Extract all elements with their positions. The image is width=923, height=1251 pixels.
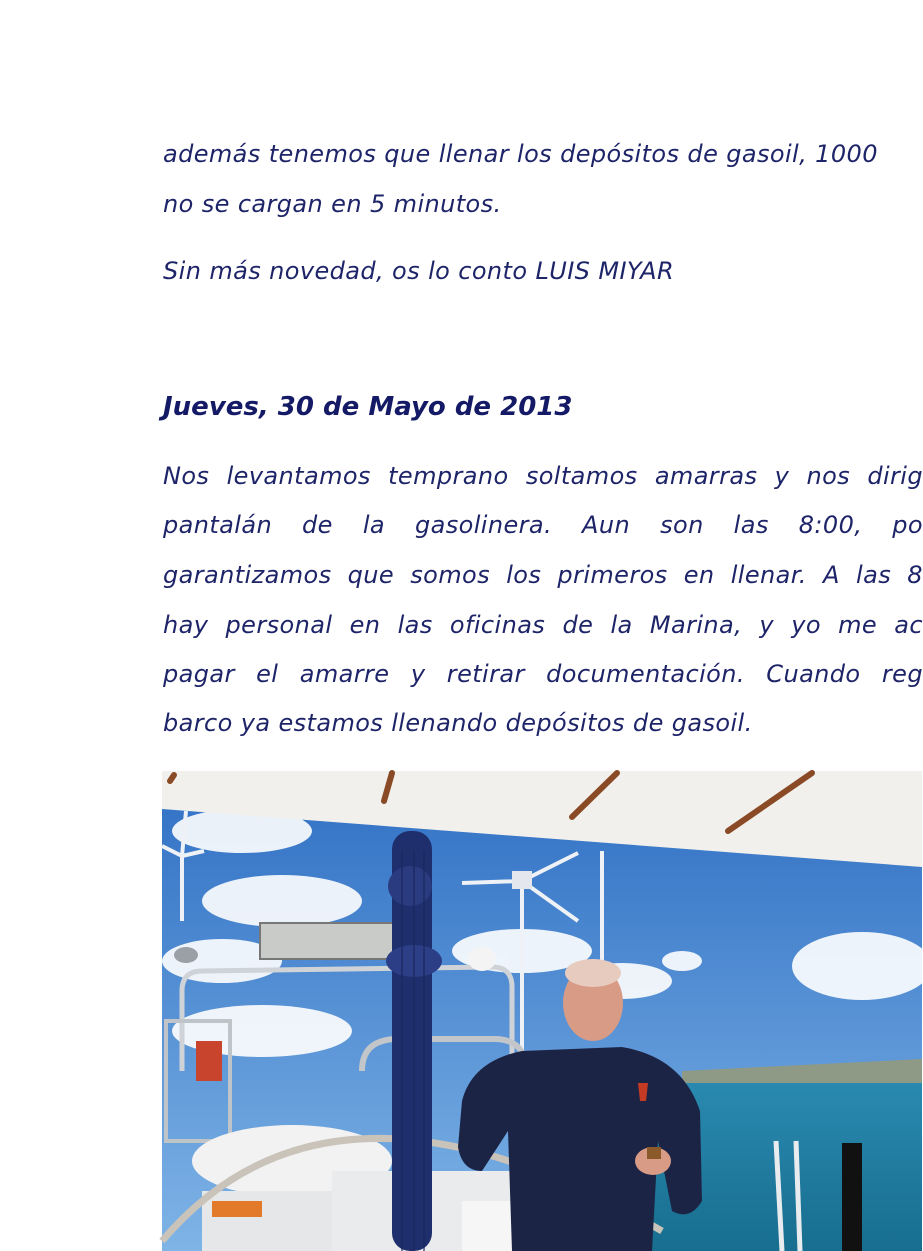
word: gasolinera. <box>415 511 553 539</box>
word: temprano <box>388 462 509 490</box>
word: Marina, <box>649 611 743 639</box>
word: y <box>759 611 774 639</box>
word: reg <box>881 660 923 688</box>
word: las <box>397 611 433 639</box>
word: hay <box>163 611 209 639</box>
word: la <box>610 611 633 639</box>
sailboat-photo <box>162 771 922 1251</box>
word: en <box>683 561 715 589</box>
word: y <box>410 660 426 688</box>
word: soltamos <box>525 462 638 490</box>
date-heading: Jueves, 30 de Mayo de 2013 <box>163 392 573 422</box>
word: y <box>774 462 790 490</box>
word: Cuando <box>766 660 861 688</box>
word: de <box>562 611 594 639</box>
word: las <box>856 561 892 589</box>
signature-line: Sin más novedad, os lo conto LUIS MIYAR <box>163 257 675 285</box>
word: garantizamos <box>163 561 332 589</box>
justified-line <box>163 611 923 639</box>
word: nos <box>806 462 851 490</box>
word: personal <box>225 611 333 639</box>
word: el <box>256 660 279 688</box>
justified-line <box>163 511 923 539</box>
paragraph-line: no se cargan en 5 minutos. <box>163 190 502 218</box>
word: A <box>823 561 840 589</box>
word: primeros <box>557 561 668 589</box>
word: las <box>733 511 769 539</box>
word: oficinas <box>449 611 546 639</box>
word: ac <box>894 611 923 639</box>
word: po <box>892 511 923 539</box>
word: amarras <box>654 462 758 490</box>
paragraph-line: además tenemos que llenar los depósitos de gasoil, 1000 <box>163 140 878 168</box>
word: los <box>506 561 542 589</box>
word: llenar. <box>730 561 807 589</box>
justified-line <box>163 462 923 490</box>
word: documentación. <box>546 660 745 688</box>
word: yo <box>791 611 821 639</box>
word: 8:00, <box>798 511 863 539</box>
word: Nos <box>163 462 210 490</box>
word: que <box>347 561 395 589</box>
word: de <box>302 511 333 539</box>
word: son <box>660 511 704 539</box>
word: Aun <box>582 511 631 539</box>
word: 8 <box>907 561 923 589</box>
word: me <box>838 611 878 639</box>
word: retirar <box>446 660 525 688</box>
word: en <box>349 611 381 639</box>
justified-line <box>163 561 923 589</box>
word: somos <box>410 561 491 589</box>
word: pagar <box>163 660 235 688</box>
word: la <box>362 511 386 539</box>
word: amarre <box>299 660 390 688</box>
word: dirig <box>867 462 923 490</box>
word: levantamos <box>226 462 371 490</box>
word: pantalán <box>163 511 273 539</box>
paragraph-line: barco ya estamos llenando depósitos de gasoil. <box>163 709 753 737</box>
justified-line <box>163 660 923 688</box>
